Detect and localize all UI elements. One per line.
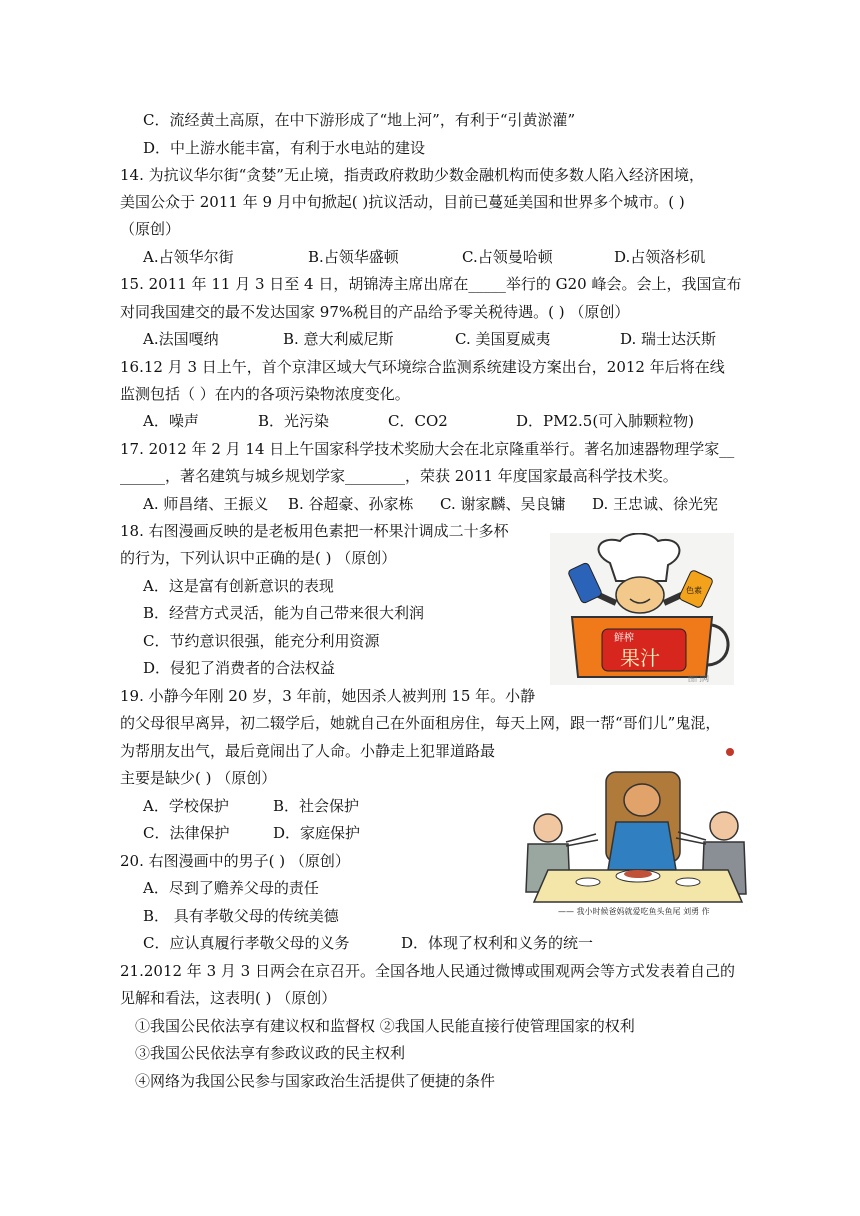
q14-stem-line1: 14. 为抗议华尔街“贪婪”无止境，指责政府救助少数金融机构而使多数人陷入经济困境， xyxy=(120,166,704,184)
cup-text-top: 鲜榨 xyxy=(614,633,634,644)
q18-option-a[interactable]: A．这是富有创新意识的表现 xyxy=(143,577,334,595)
cartoon-watermark: 图门网 xyxy=(688,675,709,683)
q17-option-a[interactable]: A. 师昌绪、王振义 xyxy=(143,495,269,513)
q15-option-d[interactable]: D. 瑞士达沃斯 xyxy=(620,330,717,348)
q14-option-d[interactable]: D.占领洛杉矶 xyxy=(614,248,706,266)
q19-options-row2 xyxy=(143,823,360,843)
father-head-icon xyxy=(534,814,562,842)
q19-option-b[interactable]: B．社会保护 xyxy=(273,797,360,815)
q18-option-d[interactable]: D．侵犯了消费者的合法权益 xyxy=(143,659,336,677)
q21-statement-4: ④网络为我国公民参与国家政治生活提供了便捷的条件 xyxy=(135,1072,496,1090)
q15-option-a[interactable]: A.法国嘎纳 xyxy=(143,330,219,348)
q19-options-row1 xyxy=(143,796,359,816)
q13-option-c: C．流经黄土高原，在中下游形成了“地上河”，有利于“引黄淤灌” xyxy=(143,111,576,129)
cup-text-main: 果汁 xyxy=(620,646,660,670)
q19-stem-line2: 的父母很早离异，初二辍学后，她就自己在外面租房住，每天上网，跟一帮“哥们儿”鬼混， xyxy=(120,714,721,732)
q20-option-c[interactable]: C．应认真履行孝敬父母的义务 xyxy=(143,934,350,952)
chef-face-icon xyxy=(616,577,664,613)
juice-cartoon-image xyxy=(550,533,734,685)
q21-statement-1-2: ①我国公民依法享有建议权和监督权 ②我国人民能直接行使管理国家的权利 xyxy=(135,1017,635,1035)
plate-right-icon xyxy=(676,878,700,886)
q14-source: （原创） xyxy=(120,220,181,238)
q14-options xyxy=(143,247,705,267)
q19-option-c[interactable]: C．法律保护 xyxy=(143,824,230,842)
q17-option-d[interactable]: D. 王忠诚、徐光宪 xyxy=(592,495,719,513)
q21-stem-line2: 见解和看法，这表明( ) （原创） xyxy=(120,989,337,1007)
q16-stem-line1: 16.12 月 3 日上午，首个京津区域大气环境综合监测系统建设方案出台，2012 年后将在线 xyxy=(120,358,725,376)
q19-option-a[interactable]: A．学校保护 xyxy=(143,797,229,815)
q20-options-row xyxy=(143,933,593,953)
q16-option-a[interactable]: A．噪声 xyxy=(143,412,199,430)
artist-seal-icon xyxy=(726,748,734,756)
q19-stem-line4: 主要是缺少( ) （原创） xyxy=(120,769,277,787)
q20-option-d[interactable]: D．体现了权利和义务的统一 xyxy=(401,934,594,952)
q20-stem: 20. 右图漫画中的男子( ) （原创） xyxy=(120,852,350,870)
q20-option-b[interactable]: B． 具有孝敬父母的传统美德 xyxy=(143,907,339,925)
q15-stem-line2: 对同我国建交的最不发达国家 97%税目的产品给予零关税待遇。( ) （原创） xyxy=(120,303,630,321)
man-body-icon xyxy=(608,822,676,870)
q14-option-b[interactable]: B.占领华盛顿 xyxy=(308,248,399,266)
q15-stem-line1: 15. 2011 年 11 月 3 日至 4 日，胡锦涛主席出席在_____举行的 G20 峰会。会上，我国宣布 xyxy=(120,275,742,293)
family-dinner-cartoon-image xyxy=(518,742,752,920)
q20-option-a[interactable]: A．尽到了赡养父母的责任 xyxy=(143,879,319,897)
q16-options xyxy=(143,411,694,431)
q16-option-d[interactable]: D．PM2.5(可入肺颗粒物) xyxy=(516,412,695,430)
q16-stem-line2: 监测包括（ ）在内的各项污染物浓度变化。 xyxy=(120,385,410,403)
q16-option-c[interactable]: C．CO2 xyxy=(388,412,448,430)
q14-option-a[interactable]: A.占领华尔街 xyxy=(143,248,234,266)
q18-option-c[interactable]: C．节约意识很强，能充分利用资源 xyxy=(143,632,380,650)
q15-option-b[interactable]: B. 意大利威尼斯 xyxy=(283,330,394,348)
q21-statement-3: ③我国公民依法享有参政议政的民主权利 xyxy=(135,1044,406,1062)
bottle-label: 色素 xyxy=(686,586,702,595)
q17-options xyxy=(143,494,718,514)
q21-stem-line1: 21.2012 年 3 月 3 日两会在京召开。全国各地人民通过微博或围观两会等方式发表着自己的 xyxy=(120,962,735,980)
mother-head-icon xyxy=(710,812,738,840)
q14-option-c[interactable]: C.占领曼哈顿 xyxy=(462,248,553,266)
q15-option-c[interactable]: C. 美国夏威夷 xyxy=(455,330,551,348)
q19-stem-line1: 19. 小静今年刚 20 岁，3 年前，她因杀人被判刑 15 年。小静 xyxy=(120,687,536,705)
q19-stem-line3: 为帮朋友出气，最后竟闹出了人命。小静走上犯罪道路最 xyxy=(120,742,496,760)
cartoon-caption: —— 我小时候爸妈就爱吃鱼头鱼尾 刘勇 作 xyxy=(558,907,710,916)
q17-option-c[interactable]: C. 谢家麟、吴良镛 xyxy=(440,495,566,513)
q17-stem-line1: 17. 2012 年 2 月 14 日上午国家科学技术奖励大会在北京隆重举行。著名加速器物理学家__ xyxy=(120,440,735,458)
q19-option-d[interactable]: D．家庭保护 xyxy=(273,824,361,842)
q17-option-b[interactable]: B. 谷超豪、孙家栋 xyxy=(288,495,414,513)
q14-stem-line2: 美国公众于 2011 年 9 月中旬掀起( )抗议活动，目前已蔓延美国和世界多个城市。( ) xyxy=(120,193,685,211)
q18-stem-line1: 18. 右图漫画反映的是老板用色素把一杯果汁调成二十多杯 xyxy=(120,522,509,540)
q15-options xyxy=(143,329,716,349)
plate-left-icon xyxy=(576,878,600,886)
q13-option-d: D．中上游水能丰富，有利于水电站的建设 xyxy=(143,139,426,157)
man-head-icon xyxy=(624,784,660,816)
q16-option-b[interactable]: B．光污染 xyxy=(258,412,330,430)
q17-stem-line2: ______，著名建筑与城乡规划学家________，荣获 2011 年度国家最高科学技术奖。 xyxy=(120,467,678,485)
q18-stem-line2: 的行为，下列认识中正确的是( ) （原创） xyxy=(120,549,397,567)
q18-option-b[interactable]: B．经营方式灵活，能为自己带来很大利润 xyxy=(143,604,425,622)
